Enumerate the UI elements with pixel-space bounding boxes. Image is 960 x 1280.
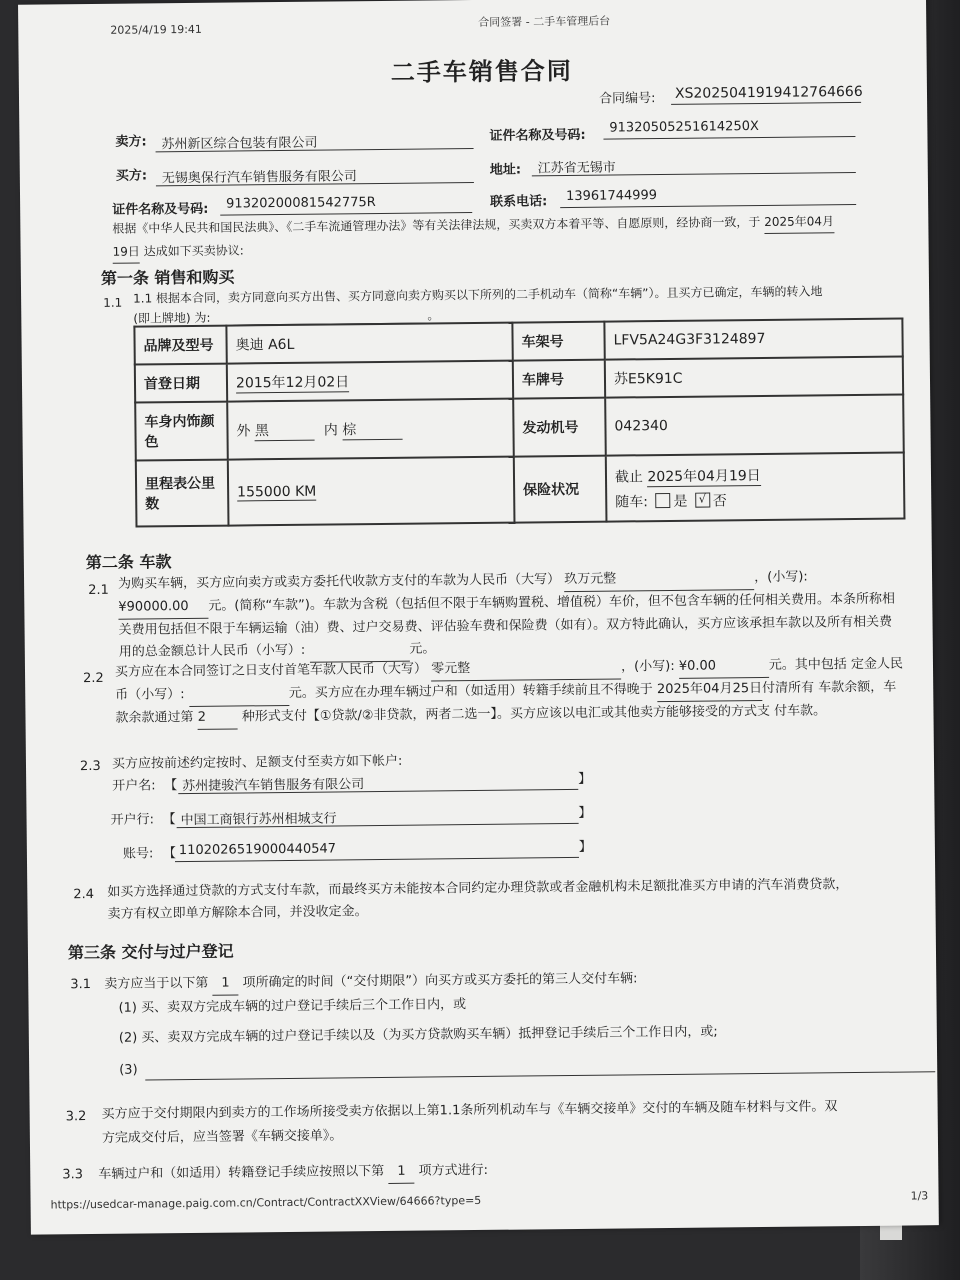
preamble-date-a: 2025年04月 [764, 210, 834, 234]
p33-a: 车辆过户和（如适用）转籍登记手续应按照以下第 [98, 1163, 385, 1182]
p31-line [104, 968, 637, 997]
preamble-text: 根据《中华人民共和国民法典》、《二手车流通管理办法》等有关法律法规，买卖双方本着平等、自愿原则，经协商一致，于 [112, 214, 761, 236]
acct-name-label: 开户名: [112, 778, 156, 794]
p22-date: 2025年04月25日 [657, 678, 762, 702]
ext-color: 黑 [255, 419, 315, 441]
p22-e: 元。买方应在办理车辆过户和（如适用）转籍手续前且不得晚于 [288, 682, 653, 701]
contract-no-line [671, 102, 861, 105]
buyer-id-label: 证件名称及号码: [112, 201, 209, 218]
ins-until-label: 截止 [614, 468, 644, 486]
mileage-value: 155000 KM [237, 483, 317, 500]
p31-a: 卖方应当于以下第 [104, 975, 209, 992]
vin-value: LFV5A24G3F3124897 [604, 319, 902, 360]
p21-d: 元。 [409, 641, 436, 657]
p33-item: 1 [388, 1161, 414, 1184]
no-label: 否 [712, 492, 727, 510]
p21-c: 元。(简称“车款”)。车款为含税（包括但不限于车辆购置税、增值税）车价，但不包含车辆的任何相关费用。本条所称相关费用包括但不限于车辆运输（油）费、过户交易费、评估验车费和保险费（如有）。双方特此确认，买方应该承担车款以及所有相关费用的总金额总计人民币（小写）: [118, 591, 896, 660]
engine-value: 042340 [605, 395, 904, 456]
p22-lower: ¥0.00 [679, 655, 769, 679]
p24-num: 2.4 [73, 887, 95, 903]
bank-lb: 【 [162, 812, 176, 828]
acct-name-rb: 】 [578, 771, 592, 787]
ins-until-date: 2025年04月19日 [647, 465, 760, 487]
buyer-label: 买方: [115, 168, 148, 184]
article-3-heading: 第三条 交付与过户登记 [67, 941, 234, 963]
p24-text2: 卖方有权立即单方解除本合同，并没收定金。 [107, 904, 368, 922]
p22-upper: 零元整 [431, 656, 621, 681]
article-2-heading: 第二条 车款 [85, 552, 172, 573]
preamble [112, 210, 902, 264]
preamble-tail: 达成如下买卖协议: [143, 243, 244, 259]
p22-c: 元。其中包括 [768, 657, 847, 673]
p22-text [115, 654, 906, 731]
contract-page [18, 0, 939, 1235]
p21-upper: 玖万元整 [564, 567, 754, 592]
int-label: 内 [323, 421, 338, 439]
acct-no: 1102026519000440547 [178, 841, 337, 859]
insurance-label: 保险状况 [514, 456, 607, 523]
buyer-addr-label: 地址: [489, 162, 522, 178]
table-row [135, 395, 904, 461]
article-1-1-num: 1.1 [103, 295, 123, 310]
acct-no-lb: 【 [162, 846, 177, 862]
bank-label: 开户行: [110, 812, 155, 828]
insurance-cell [606, 453, 905, 522]
ext-label: 外 [236, 422, 251, 439]
footer-page: 1/3 [910, 1189, 929, 1203]
p22-g: 车款余额，车款余款通过第 [115, 679, 897, 726]
mileage-cell [228, 457, 515, 526]
acct-name-lb: 【 [164, 778, 178, 794]
p22-deposit [189, 683, 289, 707]
p31-opt1: (1) 买、卖双方完成车辆的过户登记手续后三个工作日内，或 [118, 997, 467, 1016]
p33-b: 项方式进行: [418, 1162, 489, 1179]
with-car-label: 随车: [615, 493, 649, 511]
reg-cell [227, 361, 513, 402]
p33-line [98, 1160, 488, 1187]
brand-label: 品牌及型号 [134, 326, 226, 365]
p31-b: 项所确定的时间（“交付期限”）向买方或买方委托的第三人交付车辆: [242, 971, 638, 991]
p22-b: ，(小写): [621, 658, 675, 675]
p22-way: 2 [198, 706, 238, 729]
int-color: 棕 [342, 418, 402, 440]
mileage-label: 里程表公里数 [136, 460, 229, 527]
p32-num: 3.2 [65, 1109, 87, 1125]
plate-label: 车牌号 [513, 360, 605, 399]
p31-item: 1 [212, 973, 238, 996]
color-cell [227, 399, 514, 460]
acct-no-line [175, 857, 579, 862]
p22-f: 付清所有 [762, 680, 815, 696]
color-label: 车身内饰颜色 [135, 402, 228, 461]
p32-text2: 方完成交付后，应当签署《车辆交接单》。 [101, 1128, 343, 1146]
p33-num: 3.3 [62, 1167, 84, 1183]
p21-b: ，(小写): [754, 569, 808, 586]
seller-id: 91320505251614250X [609, 119, 759, 136]
acct-no-label: 账号: [122, 846, 154, 862]
p21-num: 2.1 [88, 582, 109, 599]
p31-num: 3.1 [70, 977, 92, 993]
engine-label: 发动机号 [513, 398, 606, 457]
p22-a: 买方应在本合同签订之日支付首笔车款人民币（大写） [114, 661, 428, 680]
p22-i: 付车款。 [774, 703, 827, 719]
p23-text: 买方应按前述约定按时、足额支付至卖方如下帐户: [111, 753, 403, 772]
p21-a: 为购买车辆，买方应向卖方或卖方委托代收款方支付的车款为人民币（大写） [118, 572, 561, 592]
brand-value: 奥迪 A6L [226, 323, 512, 364]
p31-opt3: (3) [119, 1062, 138, 1078]
yes-checkbox[interactable] [655, 493, 670, 508]
buyer-addr: 江苏省无锡市 [537, 160, 616, 177]
p32-text: 买方应于交付期限内到卖方的工作场所接受卖方依据以上第1.1条所列机动车与《车辆交接单》交付的车辆及随车材料与文件。双 [101, 1099, 838, 1122]
phone: 13961744999 [565, 188, 658, 205]
reg-value: 2015年12月02日 [236, 371, 349, 393]
acct-name: 苏州捷骏汽车销售服务有限公司 [182, 777, 365, 795]
acct-no-rb: 】 [578, 839, 592, 855]
article-1-heading: 第一条 销售和购买 [100, 267, 235, 288]
seller-id-label: 证件名称及号码: [489, 127, 586, 144]
yes-label: 是 [673, 493, 688, 510]
table-row [136, 453, 905, 527]
plate-value: 苏E5K91C [605, 357, 903, 398]
preamble-date-b: 19日 [113, 240, 141, 263]
insurance-until [615, 463, 895, 487]
print-page-title: 合同签署 - 二手车管理后台 [478, 14, 611, 29]
bank-name: 中国工商银行苏州相城支行 [180, 811, 337, 829]
p24-text: 如买方选择通过贷款的方式支付车款，而最终买方未能按本合同约定办理贷款或者金融机构未足额批准买方申请的汽车消费贷款， [107, 877, 849, 900]
p22-num: 2.2 [83, 670, 104, 687]
seller-id-line [603, 136, 855, 140]
p21-text [118, 566, 899, 665]
p23-num: 2.3 [79, 758, 101, 775]
with-car-row [615, 488, 895, 511]
p22-d: 定金人民币（小写）: [115, 656, 904, 703]
p31-opt3-line [145, 1071, 935, 1080]
p21-lower: ¥90000.00 [118, 596, 208, 620]
buyer-name: 无锡奥保行汽车销售服务有限公司 [161, 169, 357, 187]
contract-title: 二手车销售合同 [390, 56, 573, 87]
vin-label: 车架号 [512, 322, 604, 361]
seller-name: 苏州新区综合包装有限公司 [161, 135, 318, 153]
phone-label: 联系电话: [490, 194, 548, 210]
reg-label: 首登日期 [135, 364, 227, 403]
article-1-1-text: 1.1 根据本合同，卖方同意向买方出售、买方同意向卖方购买以下所列的二手机动车（简称“车辆”）。且买方已确定，车辆的转入地 [133, 284, 823, 306]
phone-line [560, 204, 856, 208]
seller-label: 卖方: [115, 134, 147, 150]
contract-no-label: 合同编号: [598, 91, 656, 107]
p31-opt2: (2) 买、卖双方完成车辆的过户登记手续以及（为买方贷款购买车辆）抵押登记手续后三个工作日内，或; [118, 1024, 718, 1046]
p22-h: 种形式支付【①贷款/②非贷款，两者二选一】。买方应该以电汇或其他卖方能够接受的方式支 [241, 703, 771, 725]
no-checkbox[interactable]: √ [695, 493, 710, 508]
article-1-1-end: 。 [427, 308, 440, 323]
vehicle-info-table [133, 318, 905, 528]
footer-url: https://usedcar-manage.paig.com.cn/Contract/ContractXXView/64666?type=5 [50, 1193, 482, 1212]
print-datetime: 2025/4/19 19:41 [110, 22, 202, 37]
article-1-1-text2: (即上牌地) 为: [133, 310, 211, 326]
bank-rb: 】 [578, 805, 592, 821]
contract-no: XS2025041919412764666 [674, 83, 863, 102]
buyer-id: 91320200081542775R [226, 195, 376, 212]
